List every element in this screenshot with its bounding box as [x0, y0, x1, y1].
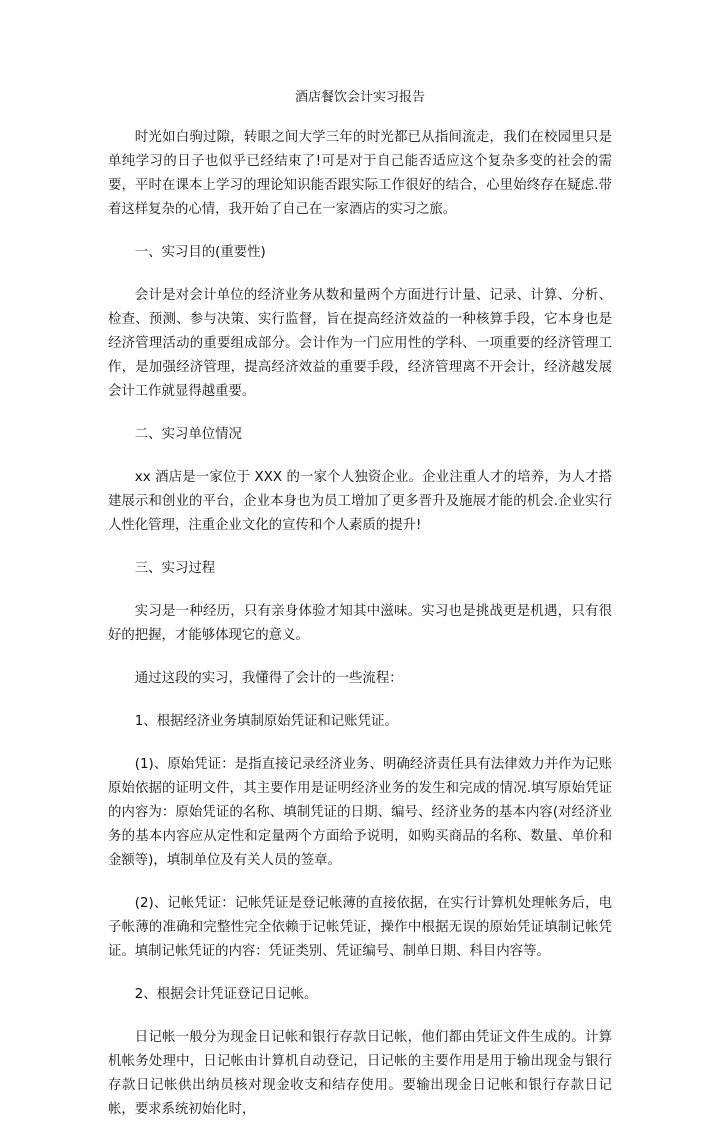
document-title: 酒店餐饮会计实习报告 — [294, 90, 425, 105]
section-heading-purpose: 一、实习目的(重要性) — [134, 245, 266, 260]
section-heading-process: 三、实习过程 — [134, 561, 216, 576]
process-intro-paragraph: 通过这段的实习，我懂得了会计的一些流程： — [134, 671, 403, 686]
bookkeeping-voucher-paragraph: (2)、记帐凭证：记帐凭证是登记帐薄的直接依据，在实行计算机处理帐务后，电子帐薄的准确和完整性完全依赖于记帐凭证，操作中根据无误的原始凭证填制记帐凭证。填制记帐凭证的内容：凭证类别、凭证编号、制单日期、科目内容等。 — [108, 896, 612, 959]
original-voucher-paragraph: (1)、原始凭证：是指直接记录经济业务、明确经济责任具有法律效力并作为记账原始依据的证明文件，其主要作用是证明经济业务的发生和完成的情况.填写原始凭证的内容为：原始凭证的名称、填制凭证的日期、编号、经济业务的基本内容(对经济业务的基本内容应从定性和定量两个方面给予说明，如购买商品的名称、数量、单价和金额等)，填制单位及有关人员的签章。 — [108, 757, 612, 868]
step-2-heading: 2、根据会计凭证登记日记帐。 — [134, 987, 318, 1002]
journal-paragraph: 日记帐一般分为现金日记帐和银行存款日记帐，他们都由凭证文件生成的。计算机帐务处理中，日记帐由计算机自动登记，日记帐的主要作用是用于输出现金与银行存款日记帐供出纳员核对现金收支和结存使用。要输出现金日记帐和银行存款日记帐，要求系统初始化时， — [108, 1030, 612, 1117]
section-heading-unit: 二、实习单位情况 — [134, 427, 242, 442]
process-paragraph: 实习是一种经历，只有亲身体验才知其中滋味。实习也是挑战更是机遇，只有很好的把握，才能够体现它的意义。 — [108, 604, 612, 643]
purpose-paragraph: 会计是对会计单位的经济业务从数和量两个方面进行计量、记录、计算、分析、检查、预测、参与决策、实行监督，旨在提高经济效益的一种核算手段，它本身也是经济管理活动的重要组成部分。会计作为一门应用性的学科、一项重要的经济管理工作，是加强经济管理，提高经济效益的重要手段，经济管理离不开会计，经济越发展会计工作就显得越重要。 — [108, 288, 612, 399]
unit-paragraph: xx 酒店是一家位于 XXX 的一家个人独资企业。企业注重人才的培养，为人才搭建展示和创业的平台，企业本身也为员工增加了更多晋升及施展才能的机会.企业实行人性化管理，注重企业文化的宣传和个人素质的提升! — [108, 470, 612, 533]
step-1-heading: 1、根据经济业务填制原始凭证和记账凭证。 — [134, 714, 398, 729]
intro-paragraph: 时光如白驹过隙，转眼之间大学三年的时光都已从指间流走，我们在校园里只是单纯学习的日子也似乎已经结束了!可是对于自己能否适应这个复杂多变的社会的需要，平时在课本上学习的理论知识能否跟实际工作很好的结合，心里始终存在疑虑.带着这样复杂的心情，我开始了自己在一家酒店的实习之旅。 — [108, 130, 612, 217]
